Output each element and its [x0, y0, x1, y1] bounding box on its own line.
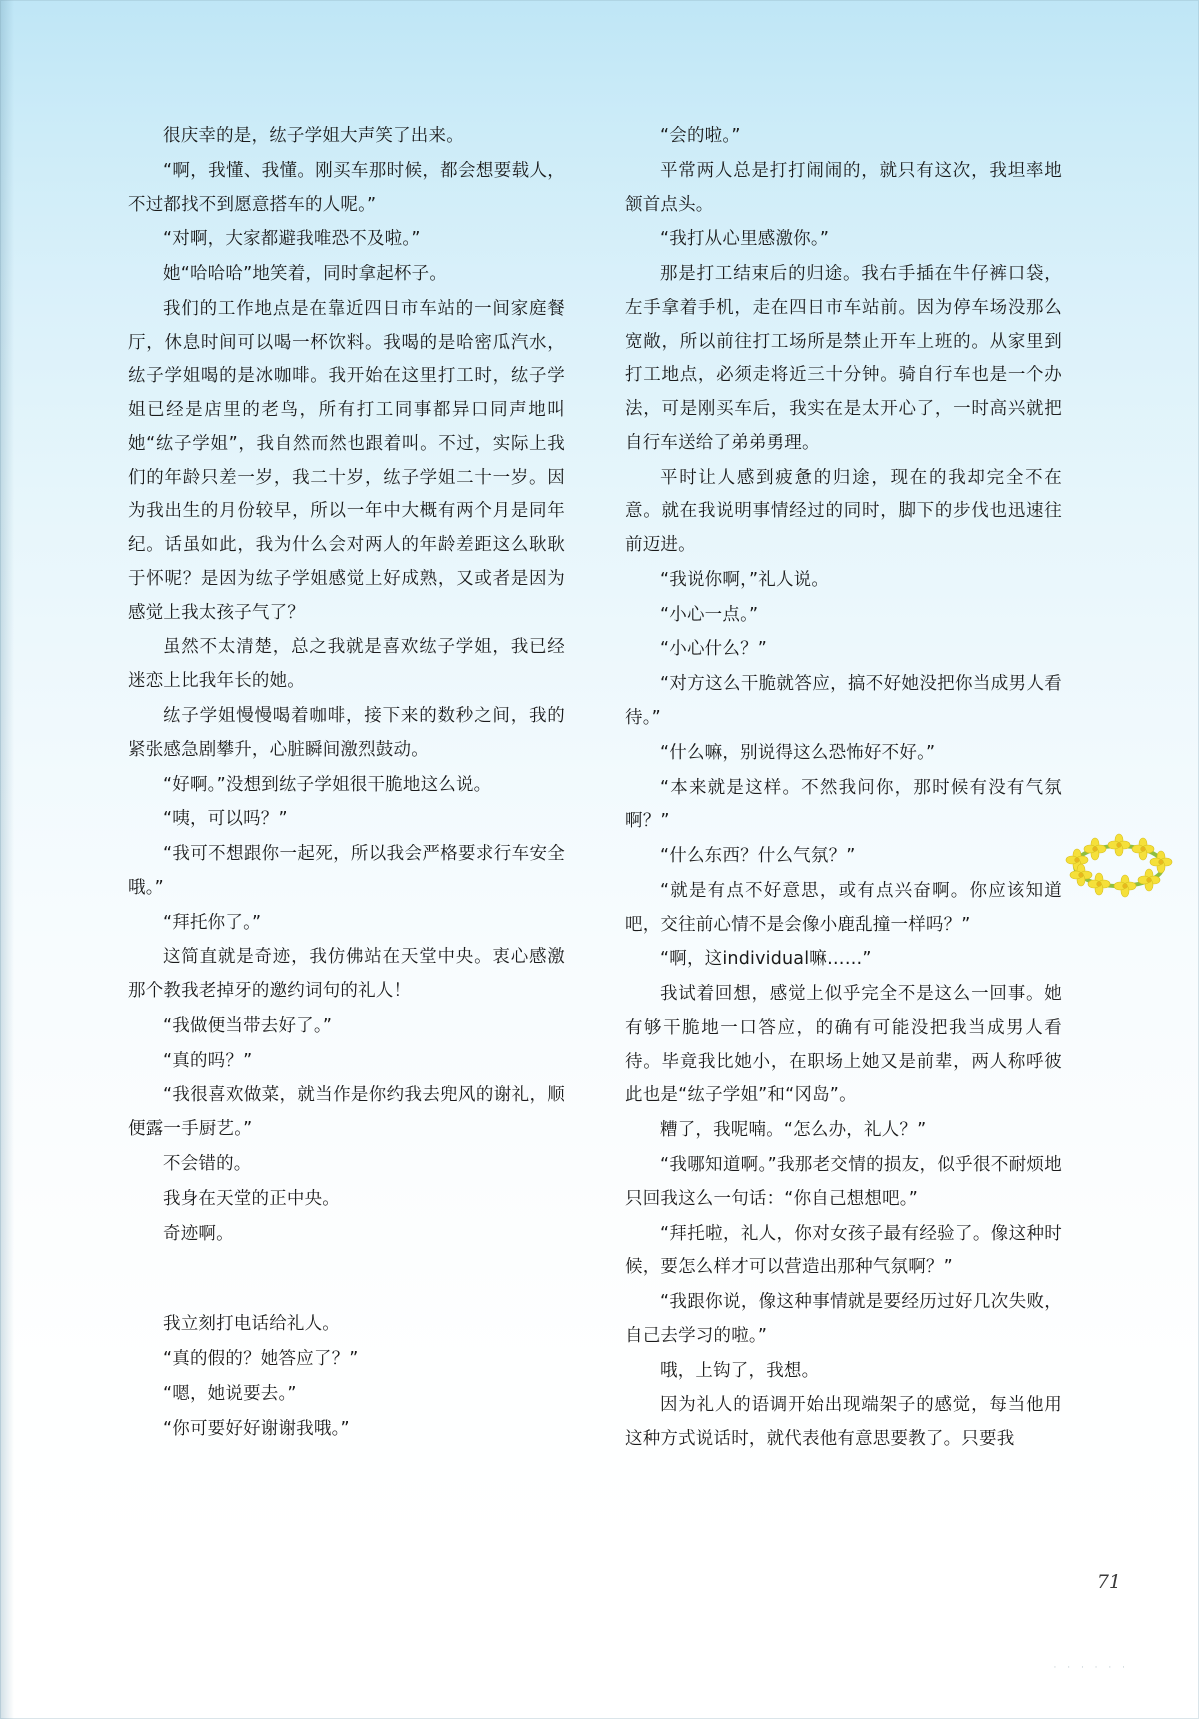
- paragraph: “我说你啊，”礼人说。: [660, 569, 830, 590]
- paragraph: 虽然不太清楚，总之我就是喜欢纮子学姐，我已经迷恋上比我年长的她。: [128, 637, 565, 692]
- paragraph: “小心一点。”: [660, 604, 759, 625]
- paragraph: 平常两人总是打打闹闹的，就只有这次，我坦率地颔首点头。: [625, 160, 1062, 215]
- left-text-column: [128, 120, 565, 1458]
- paragraph: “啊，我懂、我懂。刚买车那时候，都会想要载人，不过都找不到愿意搭车的人呢。”: [128, 160, 565, 215]
- paragraph-break: [128, 1252, 565, 1308]
- paragraph: 很庆幸的是，纮子学姐大声笑了出来。: [163, 126, 464, 146]
- paragraph: “咦，可以吗？”: [163, 809, 288, 830]
- paragraph: “拜托啦，礼人，你对女孩子最有经验了。像这种时候，要怎么样才可以营造出那种气氛啊？”: [625, 1223, 1062, 1278]
- paragraph: 哦，上钩了，我想。: [660, 1360, 820, 1381]
- paragraph: “我可不想跟你一起死，所以我会严格要求行车安全哦。”: [128, 844, 565, 898]
- paragraph: “我跟你说，像这种事情就是要经历过好几次失败，自己去学习的啦。”: [625, 1292, 1062, 1346]
- right-text-column: [625, 120, 1062, 1458]
- flower-wreath-decoration: [1059, 830, 1179, 900]
- page-number: 71: [1096, 1571, 1121, 1593]
- paragraph: 我们的工作地点是在靠近四日市车站的一间家庭餐厅，休息时间可以喝一杯饮料。我喝的是哈密瓜汽水，纮子学姐喝的是冰咖啡。我开始在这里打工时，纮子学姐已经是店里的老鸟，所有打工同事都异口同声地叫她“纮子学姐”，我自然而然也跟着叫。不过，实际上我们的年龄只差一岁，我二十岁，纮子学姐二十一岁。因为我出生的月份较早，所以一年中大概有两个月是同年纪。话虽如此，我为什么会对两人的年龄差距这么耿耿于怀呢？是因为纮子学姐感觉上好成熟，又或者是因为感觉上我太孩子气了？: [128, 298, 565, 623]
- text-columns: [128, 120, 1063, 1458]
- paragraph: “拜托你了。”: [163, 912, 262, 933]
- paragraph: 奇迹啊。: [163, 1223, 234, 1244]
- paragraph: 因为礼人的语调开始出现端架子的感觉，每当他用这种方式说话时，就代表他有意思要教了。只要我: [625, 1395, 1062, 1450]
- paragraph: “我很喜欢做菜，就当作是你约我去兜风的谢礼，顺便露一手厨艺。”: [128, 1085, 565, 1140]
- paragraph: “就是有点不好意思，或有点兴奋啊。你应该知道吧，交往前心情不是会像小鹿乱撞一样吗？”: [625, 880, 1062, 935]
- paragraph: 纮子学姐慢慢喝着咖啡，接下来的数秒之间，我的紧张感急剧攀升，心脏瞬间激烈鼓动。: [128, 706, 565, 760]
- paragraph: 我身在天堂的正中央。: [163, 1188, 340, 1209]
- paragraph: “你可要好好谢谢我哦。”: [163, 1418, 350, 1439]
- paragraph: “对啊，大家都避我唯恐不及啦。”: [163, 229, 421, 250]
- paragraph: “真的吗？”: [163, 1050, 253, 1071]
- paragraph: “小心什么？”: [660, 639, 768, 660]
- paragraph: “什么嘛，别说得这么恐怖好不好。”: [660, 742, 936, 763]
- paragraph: “什么东西？什么气氛？”: [660, 846, 856, 867]
- paragraph: “真的假的？她答应了？”: [163, 1349, 359, 1370]
- paragraph: “好啊。”没想到纮子学姐很干脆地这么说。: [163, 774, 492, 795]
- paragraph: 那是打工结束后的归途。我右手插在牛仔裤口袋，左手拿着手机，走在四日市车站前。因为停车场没那么宽敞，所以前往打工场所是禁止开车上班的。从家里到打工地点，必须走将近三十分钟。骑自行车也是一个办法，可是刚买车后，我实在是太开心了，一时高兴就把自行车送给了弟弟勇理。: [625, 264, 1062, 453]
- paragraph: “会的啦。”: [660, 126, 741, 146]
- paragraph: 糟了，我呢喃。“怎么办，礼人？”: [660, 1120, 927, 1141]
- paragraph: 我立刻打电话给礼人。: [163, 1314, 340, 1335]
- paragraph: 我试着回想，感觉上似乎完全不是这么一回事。她有够干脆地一口答应，的确有可能没把我当成男人看待。毕竟我比她小，在职场上她又是前辈，两人称呼彼此也是“纮子学姐”和“冈岛”。: [625, 984, 1062, 1106]
- footer-marks: · · · · · ·: [1053, 1663, 1129, 1673]
- paragraph: “对方这么干脆就答应，搞不好她没把你当成男人看待。”: [625, 674, 1062, 729]
- paragraph: “嗯，她说要去。”: [163, 1383, 297, 1404]
- paragraph: 她“哈哈哈”地笑着，同时拿起杯子。: [163, 264, 448, 285]
- paragraph: 不会错的。: [163, 1153, 252, 1174]
- paragraph: “我打从心里感激你。”: [660, 229, 830, 250]
- paragraph: 这简直就是奇迹，我仿佛站在天堂中央。衷心感激那个教我老掉牙的邀约词句的礼人！: [128, 947, 565, 1002]
- paragraph: “我做便当带去好了。”: [163, 1015, 333, 1036]
- paragraph: “我哪知道啊。”我那老交情的损友，似乎很不耐烦地只回我这么一句话：“你自己想想吧。”: [625, 1154, 1062, 1209]
- page-gutter-shadow: [0, 0, 14, 1719]
- paragraph: “啊，这individual嘛……”: [660, 949, 872, 970]
- paragraph: 平时让人感到疲惫的归途，现在的我却完全不在意。就在我说明事情经过的同时，脚下的步伐也迅速往前迈进。: [625, 467, 1062, 556]
- paragraph: “本来就是这样。不然我问你，那时候有没有气氛啊？”: [625, 777, 1062, 832]
